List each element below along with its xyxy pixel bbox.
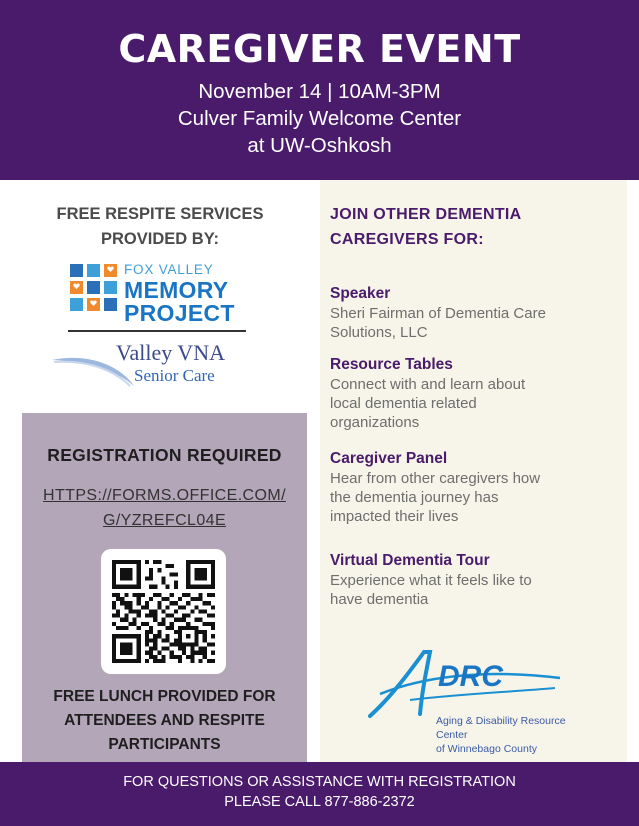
left-column bbox=[0, 180, 320, 762]
lunch-line: PARTICIPANTS bbox=[108, 736, 221, 753]
activity-desc-line: the dementia journey has bbox=[330, 489, 499, 506]
activity-desc-line: Solutions, LLC bbox=[330, 324, 428, 341]
vna-subtitle: Senior Care bbox=[134, 366, 215, 385]
valley-vna-logo bbox=[52, 338, 252, 388]
adrc-swoosh-icon bbox=[360, 648, 590, 718]
respite-heading-line: FREE RESPITE SERVICES bbox=[56, 205, 264, 223]
fvmp-line: PROJECT bbox=[124, 300, 235, 326]
qr-code-icon bbox=[112, 560, 215, 663]
event-title: CAREGIVER EVENT bbox=[118, 27, 521, 71]
footer-banner bbox=[0, 762, 639, 826]
registration-link[interactable] bbox=[28, 483, 301, 533]
activity-desc-line: organizations bbox=[330, 414, 420, 431]
adrc-sub-line: of Winnebago County bbox=[436, 743, 537, 755]
lunch-line: FREE LUNCH PROVIDED FOR bbox=[53, 688, 276, 705]
join-heading-line: JOIN OTHER DEMENTIA bbox=[330, 206, 522, 223]
activity-title: Resource Tables bbox=[330, 356, 453, 373]
footer-line: FOR QUESTIONS OR ASSISTANCE WITH REGISTRATION bbox=[123, 774, 516, 790]
free-lunch-notice bbox=[22, 685, 307, 757]
activity-virtual-dementia-tour bbox=[330, 551, 620, 609]
qr-code bbox=[101, 549, 226, 674]
activity-title: Speaker bbox=[330, 285, 391, 302]
adrc-sub-line: Aging & Disability Resource Center bbox=[436, 715, 566, 741]
activity-desc-line: impacted their lives bbox=[330, 508, 459, 525]
activity-title: Virtual Dementia Tour bbox=[330, 552, 490, 569]
registration-link-line[interactable]: G/YZREFCL04E bbox=[102, 512, 227, 529]
activity-desc-line: Connect with and learn about bbox=[330, 376, 526, 393]
fox-valley-memory-project-logo bbox=[70, 264, 250, 326]
activity-speaker bbox=[330, 284, 620, 342]
adrc-logo bbox=[360, 648, 590, 755]
logo-divider bbox=[68, 330, 246, 332]
vna-name: Valley VNA bbox=[116, 340, 225, 365]
event-date-time: November 14 | 10AM-3PM bbox=[198, 80, 441, 103]
registration-title: REGISTRATION REQUIRED bbox=[47, 445, 282, 465]
activity-desc-line: Experience what it feels like to bbox=[330, 572, 532, 589]
join-heading bbox=[330, 202, 620, 252]
respite-heading bbox=[20, 202, 300, 252]
activity-caregiver-panel bbox=[330, 449, 620, 526]
footer-phone: PLEASE CALL 877-886-2372 bbox=[224, 794, 415, 810]
registration-box bbox=[22, 413, 307, 762]
activity-desc-line: Hear from other caregivers how bbox=[330, 470, 541, 487]
right-column bbox=[320, 180, 627, 762]
activity-title: Caregiver Panel bbox=[330, 450, 448, 467]
memory-grid-icon bbox=[70, 264, 118, 312]
fvmp-line: FOX VALLEY bbox=[124, 262, 214, 277]
fvmp-wordmark bbox=[124, 262, 254, 324]
activity-desc-line: Sheri Fairman of Dementia Care bbox=[330, 305, 546, 322]
header-banner bbox=[0, 0, 639, 180]
event-location: at UW-Oshkosh bbox=[247, 134, 392, 157]
respite-heading-line: PROVIDED BY: bbox=[101, 230, 219, 248]
join-heading-line: CAREGIVERS FOR: bbox=[330, 231, 484, 248]
adrc-wordmark: DRC bbox=[438, 660, 503, 693]
activity-desc-line: local dementia related bbox=[330, 395, 477, 412]
event-venue: Culver Family Welcome Center bbox=[177, 107, 462, 130]
activity-desc-line: have dementia bbox=[330, 591, 429, 608]
registration-link-line[interactable]: HTTPS://FORMS.OFFICE.COM/ bbox=[43, 487, 286, 504]
activity-resource-tables bbox=[330, 355, 620, 432]
fvmp-line: MEMORY bbox=[124, 277, 229, 303]
adrc-subtitle bbox=[436, 714, 590, 756]
lunch-line: ATTENDEES AND RESPITE bbox=[64, 712, 265, 729]
